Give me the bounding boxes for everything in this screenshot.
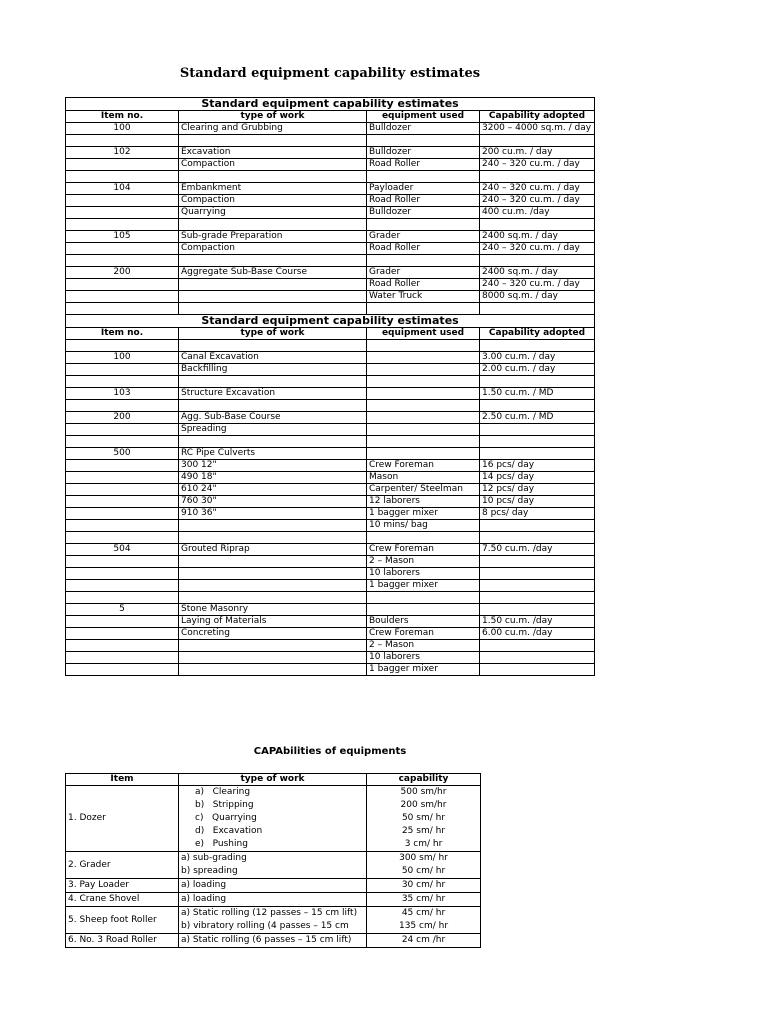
table-cell	[66, 472, 179, 484]
capability-list	[367, 893, 481, 907]
table-cell: 200 cu.m. / day	[480, 147, 595, 159]
table-cell	[66, 616, 179, 628]
table-cell: 104	[66, 183, 179, 195]
table-cell: 240 – 320 cu.m. / day	[480, 183, 595, 195]
capability-list	[367, 786, 481, 852]
table-cell: 10 mins/ bag	[367, 520, 480, 532]
table-cell: 1.50 cu.m. / MD	[480, 388, 595, 400]
column-header: type of work	[179, 774, 367, 786]
equipment-name: 1. Dozer	[66, 786, 179, 852]
work-list	[179, 893, 367, 907]
table-cell: Payloader	[367, 183, 480, 195]
column-header: Item	[66, 774, 179, 786]
table-cell: 8 pcs/ day	[480, 508, 595, 520]
work-item: b) spreading	[181, 866, 238, 876]
table-row	[66, 580, 595, 592]
table-cell: 760 30"	[179, 496, 367, 508]
table-row	[66, 520, 595, 532]
capabilities-table	[65, 773, 481, 948]
table-cell: 300 12"	[179, 460, 367, 472]
table-cell: 8000 sq.m. / day	[480, 291, 595, 303]
table-cell: 2.00 cu.m. / day	[480, 364, 595, 376]
table-cell: Road Roller	[367, 279, 480, 291]
table-cell	[66, 484, 179, 496]
table-cell	[480, 219, 595, 231]
table-cell: Stone Masonry	[179, 604, 367, 616]
table-row	[66, 556, 595, 568]
table-cell	[66, 460, 179, 472]
work-item: c) Quarrying	[195, 813, 257, 823]
table-cell	[179, 652, 367, 664]
table-cell: 2.50 cu.m. / MD	[480, 412, 595, 424]
column-header: Item no.	[66, 328, 179, 340]
capability-value: 500 sm/hr	[400, 787, 447, 797]
table-cell	[66, 556, 179, 568]
table-cell: 5	[66, 604, 179, 616]
column-header-row	[66, 111, 595, 123]
table-cell	[179, 568, 367, 580]
table-cell: 10 laborers	[367, 652, 480, 664]
table-row	[66, 400, 595, 412]
equipment-row	[66, 893, 481, 907]
table-cell: 6.00 cu.m. /day	[480, 628, 595, 640]
table-cell: Grouted Riprap	[179, 544, 367, 556]
table-cell	[66, 400, 179, 412]
table-cell: RC Pipe Culverts	[179, 448, 367, 460]
table-cell	[480, 520, 595, 532]
capability-value: 3 cm/ hr	[404, 839, 443, 849]
table-cell: 504	[66, 544, 179, 556]
table-cell: Backfilling	[179, 364, 367, 376]
section-heading: Standard equipment capability estimates	[66, 315, 595, 328]
table-cell: Compaction	[179, 159, 367, 171]
equipment-row	[66, 907, 481, 934]
capability-value: 35 cm/ hr	[401, 894, 446, 904]
column-header: type of work	[179, 328, 367, 340]
table-row	[66, 207, 595, 219]
column-header: equipment used	[367, 111, 480, 123]
table-cell	[66, 279, 179, 291]
table-cell: Aggregate Sub-Base Course	[179, 267, 367, 279]
capability-list	[367, 879, 481, 893]
work-list	[179, 907, 367, 934]
table-row	[66, 303, 595, 315]
table-row	[66, 448, 595, 460]
table-row	[66, 460, 595, 472]
table-cell: Canal Excavation	[179, 352, 367, 364]
column-header: Capability adopted	[480, 111, 595, 123]
table-cell: 2400 sq.m. / day	[480, 267, 595, 279]
table-row	[66, 484, 595, 496]
table-cell	[367, 592, 480, 604]
table-cell	[367, 436, 480, 448]
table-row	[66, 424, 595, 436]
table-cell	[66, 436, 179, 448]
table-cell	[179, 291, 367, 303]
table-row	[66, 664, 595, 676]
table-cell	[66, 580, 179, 592]
table-cell: 3200 – 4000 sq.m. / day	[480, 123, 595, 135]
table-cell: 240 – 320 cu.m. / day	[480, 279, 595, 291]
equipment-row	[66, 934, 481, 948]
table-row	[66, 183, 595, 195]
work-list	[179, 852, 367, 879]
table-cell	[480, 424, 595, 436]
column-header-row	[66, 328, 595, 340]
table-cell: Compaction	[179, 243, 367, 255]
table-cell: 2400 sq.m. / day	[480, 231, 595, 243]
table-cell: Spreading	[179, 424, 367, 436]
table-cell: Crew Foreman	[367, 460, 480, 472]
table-cell: Road Roller	[367, 159, 480, 171]
table-cell: 400 cu.m. /day	[480, 207, 595, 219]
table-row	[66, 436, 595, 448]
capability-value: 30 cm/ hr	[401, 880, 446, 890]
table-cell	[66, 303, 179, 315]
table-cell: Sub-grade Preparation	[179, 231, 367, 243]
table-cell	[480, 303, 595, 315]
table-cell	[66, 340, 179, 352]
column-header: Item no.	[66, 111, 179, 123]
table-row	[66, 592, 595, 604]
table-cell	[179, 436, 367, 448]
column-header: type of work	[179, 111, 367, 123]
table-cell	[367, 219, 480, 231]
equipment-name: 2. Grader	[66, 852, 179, 879]
equipment-row	[66, 786, 481, 852]
table-cell	[179, 340, 367, 352]
table-cell	[179, 520, 367, 532]
table-cell: 14 pcs/ day	[480, 472, 595, 484]
table-cell: Crew Foreman	[367, 544, 480, 556]
table-cell	[179, 376, 367, 388]
table-cell	[367, 171, 480, 183]
table-cell: Structure Excavation	[179, 388, 367, 400]
section-heading: Standard equipment capability estimates	[66, 98, 595, 111]
capability-value: 24 cm /hr	[401, 935, 446, 945]
equipment-name: 4. Crane Shovel	[66, 893, 179, 907]
table-cell	[480, 556, 595, 568]
table-cell: 10 pcs/ day	[480, 496, 595, 508]
table-row	[66, 135, 595, 147]
work-item: e) Pushing	[195, 839, 248, 849]
column-header: equipment used	[367, 328, 480, 340]
table-cell	[367, 303, 480, 315]
table-cell: Road Roller	[367, 195, 480, 207]
table-cell: 3.00 cu.m. / day	[480, 352, 595, 364]
table-cell	[480, 580, 595, 592]
table-cell: 240 – 320 cu.m. / day	[480, 243, 595, 255]
table-cell: 610 24"	[179, 484, 367, 496]
table-row	[66, 123, 595, 135]
column-header: Capability adopted	[480, 328, 595, 340]
table-row	[66, 219, 595, 231]
capability-list	[367, 852, 481, 879]
table-row	[66, 640, 595, 652]
work-item: a) Clearing	[195, 787, 251, 797]
table-row	[66, 388, 595, 400]
table-cell: Excavation	[179, 147, 367, 159]
work-list	[179, 786, 367, 852]
table-cell	[66, 664, 179, 676]
table-cell: Grader	[367, 267, 480, 279]
capability-list	[367, 907, 481, 934]
table-cell	[480, 376, 595, 388]
table-cell	[66, 171, 179, 183]
table-cell: Grader	[367, 231, 480, 243]
table-row	[66, 231, 595, 243]
table-cell	[367, 604, 480, 616]
table-cell: Bulldozer	[367, 123, 480, 135]
table-cell	[480, 532, 595, 544]
table-cell	[179, 279, 367, 291]
table-cell: 240 – 320 cu.m. / day	[480, 159, 595, 171]
table-row	[66, 291, 595, 303]
table-cell	[66, 568, 179, 580]
table-cell	[480, 604, 595, 616]
table-cell	[66, 628, 179, 640]
table-row	[66, 352, 595, 364]
table-row	[66, 544, 595, 556]
table-cell: Water Truck	[367, 291, 480, 303]
table-cell: Bulldozer	[367, 147, 480, 159]
table-cell: Boulders	[367, 616, 480, 628]
table-row	[66, 171, 595, 183]
table-cell: Bulldozer	[367, 207, 480, 219]
table-row	[66, 604, 595, 616]
table-row	[66, 628, 595, 640]
table-cell	[367, 364, 480, 376]
table-row	[66, 340, 595, 352]
work-item: b) Stripping	[195, 800, 254, 810]
table-cell	[66, 135, 179, 147]
table-row	[66, 159, 595, 171]
table-cell: 490 18"	[179, 472, 367, 484]
table-cell	[367, 448, 480, 460]
table-cell	[367, 532, 480, 544]
work-list	[179, 934, 367, 948]
table-cell: 100	[66, 123, 179, 135]
table-cell	[367, 255, 480, 267]
table-cell: 12 pcs/ day	[480, 484, 595, 496]
table-cell	[367, 340, 480, 352]
table-row	[66, 616, 595, 628]
capability-value: 135 cm/ hr	[398, 921, 449, 931]
equipment-capability-table	[65, 97, 595, 676]
capability-value: 50 cm/ hr	[401, 866, 446, 876]
table-cell	[480, 340, 595, 352]
table-row	[66, 472, 595, 484]
capability-value: 200 sm/hr	[400, 800, 447, 810]
table-cell: 500	[66, 448, 179, 460]
table-cell: 1.50 cu.m. /day	[480, 616, 595, 628]
capability-value: 25 sm/ hr	[401, 826, 446, 836]
table-row	[66, 508, 595, 520]
table-row	[66, 195, 595, 207]
table-cell: 7.50 cu.m. /day	[480, 544, 595, 556]
table-cell: Crew Foreman	[367, 628, 480, 640]
table-cell: Concreting	[179, 628, 367, 640]
table-cell	[179, 664, 367, 676]
capability-list	[367, 934, 481, 948]
table-row	[66, 267, 595, 279]
table-cell	[367, 352, 480, 364]
table-cell	[179, 640, 367, 652]
table-cell	[480, 568, 595, 580]
table-cell: 200	[66, 267, 179, 279]
table-row	[66, 279, 595, 291]
table-cell	[179, 400, 367, 412]
table-cell	[66, 364, 179, 376]
table-cell	[367, 412, 480, 424]
table-row	[66, 412, 595, 424]
table-cell: 2 – Mason	[367, 640, 480, 652]
table-cell: 910 36"	[179, 508, 367, 520]
table-cell	[480, 255, 595, 267]
table-cell	[480, 652, 595, 664]
section-heading-row	[66, 98, 595, 111]
table-cell: Laying of Materials	[179, 616, 367, 628]
table-row	[66, 496, 595, 508]
equipment-row	[66, 852, 481, 879]
table-row	[66, 376, 595, 388]
table-cell	[179, 532, 367, 544]
table-cell	[480, 171, 595, 183]
table-cell	[367, 388, 480, 400]
work-item: a) Static rolling (12 passes – 15 cm lift)	[181, 908, 358, 918]
table-cell	[367, 376, 480, 388]
capabilities-title: CAPAbilities of equipments	[253, 746, 407, 757]
table-cell: Clearing and Grubbing	[179, 123, 367, 135]
table-cell	[480, 592, 595, 604]
table-cell: 102	[66, 147, 179, 159]
work-item: a) Static rolling (6 passes – 15 cm lift)	[181, 935, 352, 945]
table-cell: Compaction	[179, 195, 367, 207]
table-cell	[367, 400, 480, 412]
table-cell	[66, 496, 179, 508]
table-cell: 1 bagger mixer	[367, 580, 480, 592]
work-item: a) loading	[181, 880, 227, 890]
table-cell: 10 laborers	[367, 568, 480, 580]
table-row	[66, 147, 595, 159]
table-cell: 1 bagger mixer	[367, 508, 480, 520]
table-cell	[66, 592, 179, 604]
table-cell	[66, 207, 179, 219]
table-cell: Agg. Sub-Base Course	[179, 412, 367, 424]
table-cell: 12 laborers	[367, 496, 480, 508]
table-row	[66, 532, 595, 544]
table-cell	[66, 243, 179, 255]
capability-value: 45 cm/ hr	[401, 908, 446, 918]
work-item: b) vibratory rolling (4 passes – 15 cm	[181, 921, 349, 931]
table-cell	[66, 424, 179, 436]
table-cell: 240 – 320 cu.m. / day	[480, 195, 595, 207]
table-cell	[66, 532, 179, 544]
table-cell	[66, 640, 179, 652]
table-cell: 103	[66, 388, 179, 400]
table-cell	[480, 400, 595, 412]
table-cell	[179, 135, 367, 147]
table-cell: 16 pcs/ day	[480, 460, 595, 472]
table-cell	[480, 640, 595, 652]
table-cell: 200	[66, 412, 179, 424]
table-cell	[66, 376, 179, 388]
table-cell: 100	[66, 352, 179, 364]
table-cell: Mason	[367, 472, 480, 484]
work-item: a) sub-grading	[181, 853, 247, 863]
table-cell	[179, 580, 367, 592]
equipment-name: 5. Sheep foot Roller	[66, 907, 179, 934]
work-item: a) loading	[181, 894, 227, 904]
table-row	[66, 255, 595, 267]
page-title: Standard equipment capability estimates	[179, 66, 481, 81]
section-heading-row	[66, 315, 595, 328]
table-cell	[179, 255, 367, 267]
table-cell	[66, 159, 179, 171]
table-cell: 2 – Mason	[367, 556, 480, 568]
equipment-name: 3. Pay Loader	[66, 879, 179, 893]
work-list	[179, 879, 367, 893]
table-cell: 105	[66, 231, 179, 243]
table-row	[66, 652, 595, 664]
table-row	[66, 243, 595, 255]
table-cell	[66, 291, 179, 303]
table-cell	[66, 219, 179, 231]
table-cell	[179, 219, 367, 231]
table-cell	[66, 195, 179, 207]
table-cell: Carpenter/ Steelman	[367, 484, 480, 496]
table-cell	[179, 303, 367, 315]
table-cell: Road Roller	[367, 243, 480, 255]
table-cell	[179, 171, 367, 183]
table-cell: Embankment	[179, 183, 367, 195]
table-cell	[179, 556, 367, 568]
table-cell	[367, 424, 480, 436]
equipment-name: 6. No. 3 Road Roller	[66, 934, 179, 948]
table-cell	[66, 520, 179, 532]
table-row	[66, 364, 595, 376]
work-item: d) Excavation	[195, 826, 263, 836]
capability-value: 300 sm/ hr	[399, 853, 448, 863]
table-cell	[179, 592, 367, 604]
table-cell	[480, 436, 595, 448]
table-cell	[480, 448, 595, 460]
table-cell	[66, 652, 179, 664]
table-cell	[480, 135, 595, 147]
table-cell: Quarrying	[179, 207, 367, 219]
column-header-row	[66, 774, 481, 786]
table-cell	[367, 135, 480, 147]
table-cell	[480, 664, 595, 676]
column-header: capability	[367, 774, 481, 786]
table-cell	[66, 255, 179, 267]
table-cell: 1 bagger mixer	[367, 664, 480, 676]
table-row	[66, 568, 595, 580]
table-cell	[66, 508, 179, 520]
equipment-row	[66, 879, 481, 893]
capability-value: 50 sm/ hr	[401, 813, 446, 823]
